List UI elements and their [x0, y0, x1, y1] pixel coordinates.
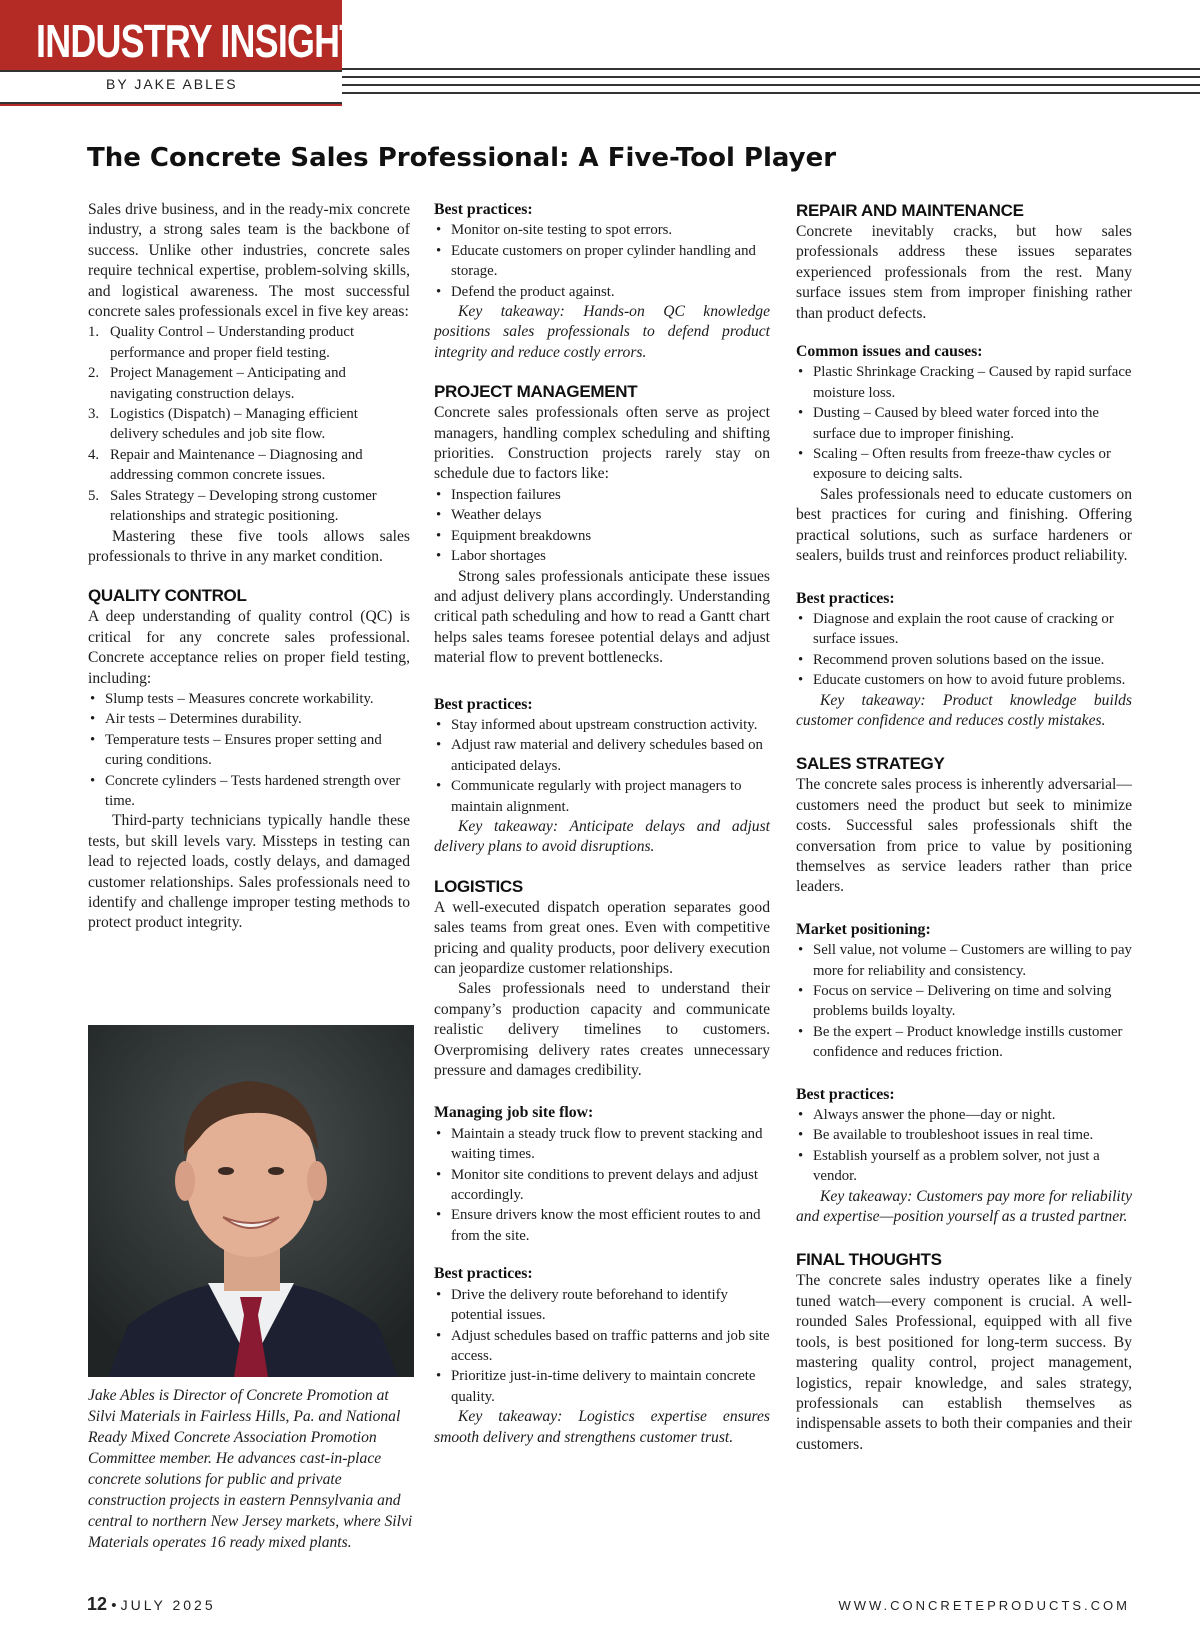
list-item: • Monitor on-site testing to spot errors.: [434, 220, 770, 240]
rm-best-practices-heading: Best practices:: [796, 589, 895, 607]
list-item: • Equipment breakdowns: [434, 526, 770, 546]
qc-intro-paragraph: A deep understanding of quality control (QC) is critical for any concrete sales professional. Concrete acceptance relies on proper field testing, including:: [88, 608, 410, 687]
section-heading-quality-control: QUALITY CONTROL: [88, 586, 247, 606]
list-item: • Establish yourself as a problem solver, not just a vendor.: [796, 1146, 1132, 1187]
list-item: • Adjust schedules based on traffic patterns and job site access.: [434, 1326, 770, 1367]
list-item: • Monitor site conditions to prevent delays and adjust accordingly.: [434, 1165, 770, 1206]
five-areas-list: [88, 322, 410, 526]
final-thoughts-paragraph: The concrete sales industry operates like a finely tuned watch—every component is crucial. A well-rounded Sales Professional, equipped with all five tools, is best positioned for long-term success. By mastering quality control, project management, logistics, repair knowledge, and sales strategy, professionals can establish themselves as indispensable assets to both their companies and their customers.: [796, 1272, 1132, 1453]
ss-best-practices-list: [796, 1105, 1132, 1187]
rm-key-takeaway: Key takeaway: Product knowledge builds customer confidence and reduces costly mistakes.: [796, 691, 1132, 729]
list-item: • Air tests – Determines durability.: [88, 709, 410, 729]
section-title: INDUSTRY INSIGHTS: [36, 15, 384, 67]
qc-key-takeaway: Key takeaway: Hands-on QC knowledge positions sales professionals to defend product integrity and reduce costly errors.: [434, 303, 770, 361]
pm-strong-paragraph: Strong sales professionals anticipate these issues and adjust delivery plans accordingly. Understanding critical path scheduling and how to read a Gantt chart helps sales teams foresee potential delays and adjust material flow to prevent bottlenecks.: [434, 567, 770, 667]
logistics-best-practices-list: [434, 1285, 770, 1407]
five-areas-item: 4. Repair and Maintenance – Diagnosing and addressing common concrete issues.: [88, 445, 410, 486]
list-item: • Adjust raw material and delivery schedules based on anticipated delays.: [434, 735, 770, 776]
list-item: • Plastic Shrinkage Cracking – Caused by rapid surface moisture loss.: [796, 362, 1132, 403]
list-item: • Defend the product against.: [434, 282, 770, 302]
ss-intro-paragraph: The concrete sales process is inherently adversarial—customers need the product but seek to minimize costs. Successful sales professionals shift the conversation from price to value by positioning themselves as service leaders rather than price leaders.: [796, 776, 1132, 896]
author-photo: [88, 1025, 414, 1377]
rm-intro-paragraph: Concrete inevitably cracks, but how sales professionals address these issues separates experienced professionals from the rest. Many surface issues stem from improper finishing rather than product defects.: [796, 223, 1132, 322]
common-issues-heading: Common issues and causes:: [796, 343, 983, 361]
author-caption: Jake Ables is Director of Concrete Promotion at Silvi Materials in Fairless Hills, Pa. and National Ready Mixed Concrete Association Promotion Committee member. He advances cast-in-place concrete solutions for public and private construction projects in eastern Pennsylvania and central to northern New Jersey markets, where Silvi Materials operates 16 ready mixed plants.: [88, 1387, 413, 1551]
list-item: • Stay informed about upstream construction activity.: [434, 715, 770, 735]
list-item: • Scaling – Often results from freeze-thaw cycles or exposure to deicing salts.: [796, 444, 1132, 485]
ss-key-takeaway: Key takeaway: Customers pay more for reliability and expertise—position yourself as a trusted partner.: [796, 1187, 1132, 1226]
mastering-paragraph: Mastering these five tools allows sales professionals to thrive in any market condition.: [88, 527, 410, 565]
list-item: • Recommend proven solutions based on the issue.: [796, 650, 1132, 670]
pm-best-practices-list: [434, 715, 770, 817]
list-item: • Concrete cylinders – Tests hardened strength over time.: [88, 771, 410, 812]
column-3: [796, 200, 1132, 1455]
logistics-intro-paragraph: A well-executed dispatch operation separates good sales teams from great ones. Even with competitive pricing and quality products, poor delivery execution can jeopardize customer relationships.: [434, 898, 770, 977]
rm-best-practices-list: [796, 609, 1132, 691]
logistics-best-practices-heading: Best practices:: [434, 1265, 533, 1283]
page-number: 12: [87, 1594, 108, 1614]
section-heading-logistics: LOGISTICS: [434, 876, 523, 896]
list-item: • Always answer the phone—day or night.: [796, 1105, 1132, 1125]
logistics-capacity-paragraph: Sales professionals need to understand their company’s production capacity and communicate realistic delivery timelines to customers. Overpromising delivery rates creates unnecessary pressure and damages credibility.: [434, 980, 770, 1080]
qc-third-party-paragraph: Third-party technicians typically handle these tests, but skill levels vary. Missteps in testing can lead to rejected loads, costly delays, and damaged customer relationships. Sales professionals need to identify and challenge improper testing methods to protect product integrity.: [88, 812, 410, 932]
five-areas-item: 5. Sales Strategy – Developing strong customer relationships and strategic positioning.: [88, 486, 410, 527]
website-url: WWW.CONCRETEPRODUCTS.COM: [838, 1598, 1130, 1613]
job-site-flow-list: [434, 1124, 770, 1246]
list-item: • Be available to troubleshoot issues in real time.: [796, 1125, 1132, 1145]
job-site-flow-heading: Managing job site flow:: [434, 1104, 594, 1122]
section-heading-sales-strategy: SALES STRATEGY: [796, 754, 945, 774]
list-item: • Weather delays: [434, 505, 770, 525]
list-item: • Diagnose and explain the root cause of cracking or surface issues.: [796, 609, 1132, 650]
common-issues-list: [796, 362, 1132, 484]
logistics-key-takeaway: Key takeaway: Logistics expertise ensures smooth delivery and strengthens customer trust.: [434, 1408, 770, 1446]
qc-best-practices-heading: Best practices:: [434, 201, 533, 218]
list-item: • Inspection failures: [434, 485, 770, 505]
section-heading-repair-maintenance: REPAIR AND MAINTENANCE: [796, 201, 1024, 220]
list-item: • Labor shortages: [434, 546, 770, 566]
list-item: • Educate customers on how to avoid future problems.: [796, 670, 1132, 690]
list-item: • Prioritize just-in-time delivery to maintain concrete quality.: [434, 1366, 770, 1407]
qc-tests-list: [88, 689, 410, 811]
list-item: • Be the expert – Product knowledge instills customer confidence and reduces friction.: [796, 1022, 1132, 1063]
section-banner: [0, 0, 384, 106]
list-item: • Communicate regularly with project managers to maintain alignment.: [434, 776, 770, 817]
intro-paragraph: Sales drive business, and in the ready-mix concrete industry, a strong sales team is the backbone of success. Unlike other industries, concrete sales require technical expertise, problem-solving skills, and logistical awareness. The most successful concrete sales professionals excel in five key areas:: [88, 201, 410, 321]
pm-key-takeaway: Key takeaway: Anticipate delays and adjust delivery plans to avoid disruptions.: [434, 817, 770, 856]
market-positioning-heading: Market positioning:: [796, 920, 931, 938]
byline: BY JAKE ABLES: [106, 76, 238, 92]
column-1: [88, 200, 410, 934]
qc-best-practices-list: [434, 220, 770, 302]
byline-strip: [0, 70, 342, 104]
article-title: The Concrete Sales Professional: A Five-Tool Player: [87, 143, 837, 173]
rm-educate-paragraph: Sales professionals need to educate customers on best practices for curing and finishing. Offering practical solutions, such as surface hardeners or sealers, builds trust and reinforces product reliability.: [796, 485, 1132, 565]
list-item: • Maintain a steady truck flow to prevent stacking and waiting times.: [434, 1124, 770, 1165]
section-heading-project-management: PROJECT MANAGEMENT: [434, 382, 638, 402]
header-rules: [342, 68, 1200, 100]
list-item: • Educate customers on proper cylinder handling and storage.: [434, 241, 770, 282]
pm-factors-list: [434, 485, 770, 567]
list-item: • Focus on service – Delivering on time and solving problems builds loyalty.: [796, 981, 1132, 1022]
five-areas-item: 1. Quality Control – Understanding product performance and proper field testing.: [88, 322, 410, 363]
market-positioning-list: [796, 940, 1132, 1062]
ss-best-practices-heading: Best practices:: [796, 1085, 895, 1103]
footer-bullet: •: [111, 1597, 117, 1614]
five-areas-item: 3. Logistics (Dispatch) – Managing efficient delivery schedules and job site flow.: [88, 404, 410, 445]
section-heading-final-thoughts: FINAL THOUGHTS: [796, 1250, 942, 1270]
list-item: • Sell value, not volume – Customers are willing to pay more for reliability and consistency.: [796, 940, 1132, 981]
pm-intro-paragraph: Concrete sales professionals often serve as project managers, handling complex scheduling and shifting priorities. Construction projects rarely stay on schedule due to factors like:: [434, 404, 770, 483]
issue-date: JULY 2025: [120, 1597, 216, 1613]
column-2: [434, 200, 770, 1448]
list-item: • Slump tests – Measures concrete workability.: [88, 689, 410, 709]
list-item: • Temperature tests – Ensures proper setting and curing conditions.: [88, 730, 410, 771]
pm-best-practices-heading: Best practices:: [434, 695, 533, 713]
list-item: • Dusting – Caused by bleed water forced into the surface due to improper finishing.: [796, 403, 1132, 444]
list-item: • Drive the delivery route beforehand to identify potential issues.: [434, 1285, 770, 1326]
page-footer-left: [87, 1594, 216, 1615]
five-areas-item: 2. Project Management – Anticipating and navigating construction delays.: [88, 363, 410, 404]
list-item: • Ensure drivers know the most efficient routes to and from the site.: [434, 1205, 770, 1246]
